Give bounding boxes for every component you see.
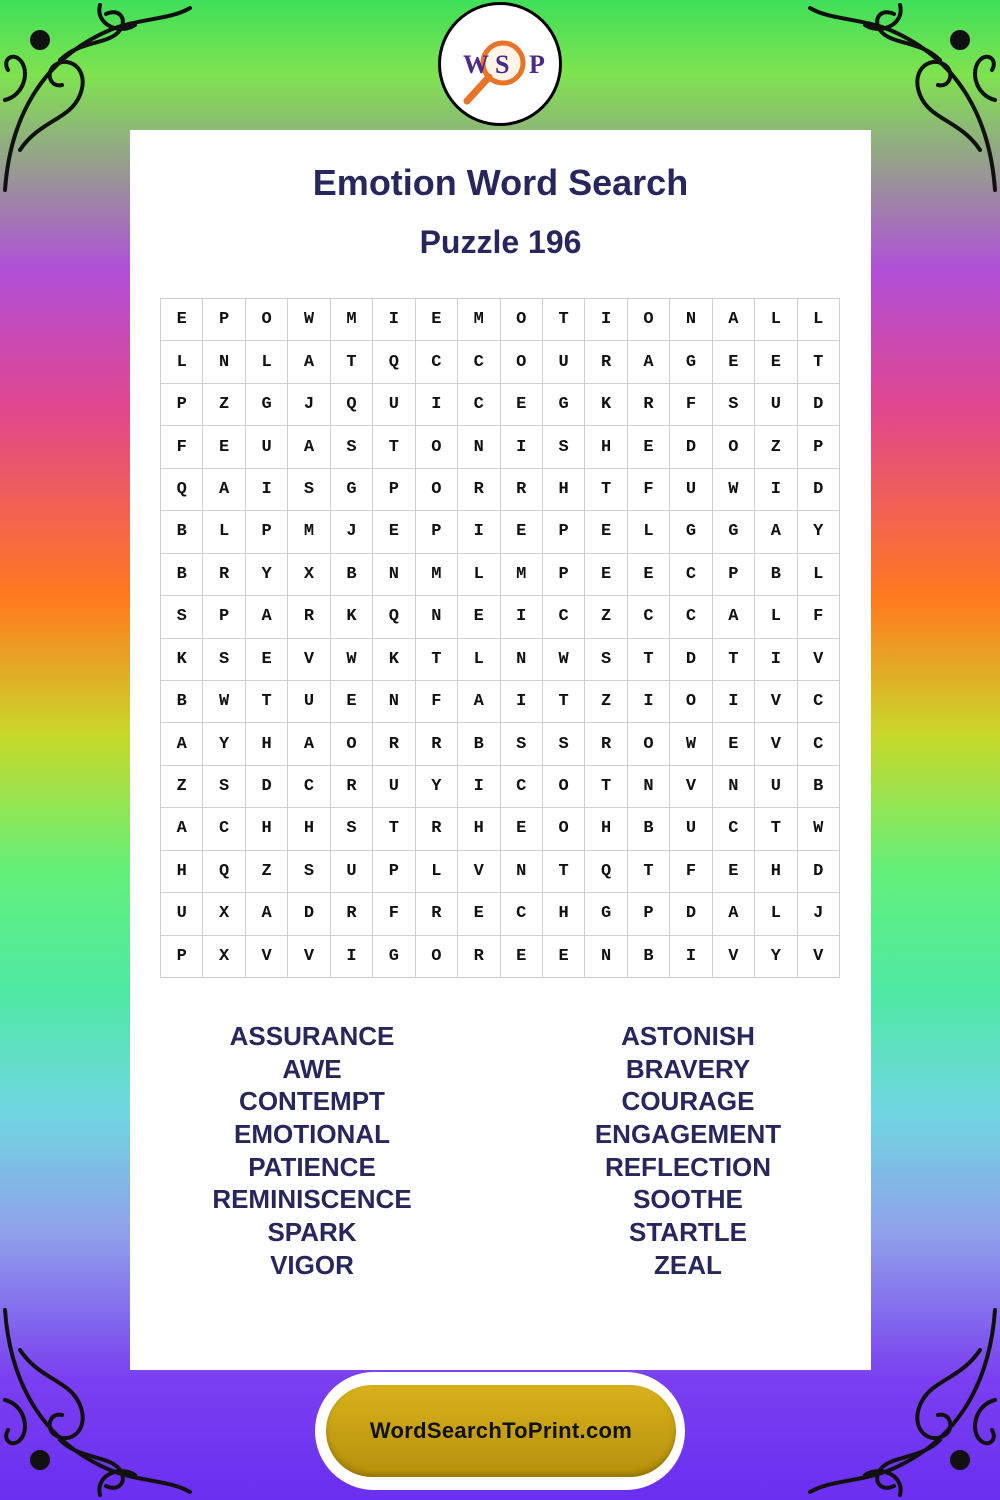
grid-cell: B (161, 511, 203, 553)
grid-cell: I (458, 766, 500, 808)
grid-cell: W (713, 469, 755, 511)
grid-cell: G (543, 384, 585, 426)
grid-cell: V (713, 936, 755, 978)
grid-cell: V (798, 639, 840, 681)
grid-cell: Z (161, 766, 203, 808)
grid-cell: B (458, 723, 500, 765)
grid-cell: E (416, 299, 458, 341)
grid-cell: K (331, 596, 373, 638)
grid-cell: W (798, 808, 840, 850)
grid-cell: A (458, 681, 500, 723)
word-list-item: REFLECTION (604, 1151, 772, 1182)
grid-cell: Z (585, 596, 627, 638)
grid-cell: T (246, 681, 288, 723)
grid-cell: I (755, 469, 797, 511)
word-list-item: ZEAL (654, 1249, 722, 1280)
grid-cell: P (713, 554, 755, 596)
grid-cell: C (458, 341, 500, 383)
grid-cell: P (161, 936, 203, 978)
word-list-item: BRAVERY (625, 1053, 751, 1084)
grid-cell: E (501, 511, 543, 553)
grid-cell: L (755, 299, 797, 341)
word-list-item: AWE (282, 1053, 342, 1084)
grid-cell: O (501, 299, 543, 341)
grid-cell: S (501, 723, 543, 765)
grid-cell: M (458, 299, 500, 341)
grid-cell: R (501, 469, 543, 511)
grid-cell: L (416, 851, 458, 893)
grid-cell: F (670, 851, 712, 893)
grid-cell: B (161, 681, 203, 723)
grid-cell: C (628, 596, 670, 638)
grid-cell: U (161, 893, 203, 935)
grid-cell: B (755, 554, 797, 596)
puzzle-number: Puzzle 196 (419, 224, 582, 260)
grid-cell: U (670, 469, 712, 511)
word-list-item: REMINISCENCE (212, 1184, 412, 1215)
grid-cell: M (288, 511, 330, 553)
grid-cell: R (458, 469, 500, 511)
grid-cell: T (628, 851, 670, 893)
word-list-left (162, 1020, 462, 1282)
grid-cell: P (203, 596, 245, 638)
grid-cell: G (713, 511, 755, 553)
grid-cell: E (628, 426, 670, 468)
grid-cell: P (543, 511, 585, 553)
grid-cell: A (288, 426, 330, 468)
grid-cell: S (288, 469, 330, 511)
grid-cell: U (373, 766, 415, 808)
grid-cell: Z (203, 384, 245, 426)
grid-cell: I (246, 469, 288, 511)
grid-cell: L (628, 511, 670, 553)
grid-cell: D (798, 469, 840, 511)
grid-cell: R (331, 766, 373, 808)
grid-cell: Z (585, 681, 627, 723)
grid-cell: I (670, 936, 712, 978)
grid-cell: L (798, 299, 840, 341)
grid-cell: J (331, 511, 373, 553)
grid-cell: C (670, 554, 712, 596)
grid-cell: F (798, 596, 840, 638)
grid-cell: R (416, 808, 458, 850)
grid-cell: D (670, 639, 712, 681)
grid-cell: T (798, 341, 840, 383)
grid-cell: M (416, 554, 458, 596)
grid-cell: L (161, 341, 203, 383)
grid-cell: V (288, 936, 330, 978)
grid-cell: A (288, 723, 330, 765)
grid-cell: U (288, 681, 330, 723)
logo-letter-s: S (495, 50, 510, 79)
grid-cell: E (203, 426, 245, 468)
grid-cell: I (501, 681, 543, 723)
word-list-item: STARTLE (629, 1217, 747, 1248)
grid-cell: E (713, 851, 755, 893)
word-list-item: ENGAGEMENT (594, 1119, 782, 1150)
grid-cell: A (755, 511, 797, 553)
grid-cell: G (373, 936, 415, 978)
grid-cell: R (331, 893, 373, 935)
grid-cell: F (373, 893, 415, 935)
grid-cell: J (798, 893, 840, 935)
grid-cell: R (288, 596, 330, 638)
grid-cell: S (585, 639, 627, 681)
grid-cell: H (458, 808, 500, 850)
grid-cell: R (373, 723, 415, 765)
grid-cell: R (458, 936, 500, 978)
grid-cell: G (670, 511, 712, 553)
grid-cell: O (246, 299, 288, 341)
grid-cell: C (416, 341, 458, 383)
grid-cell: E (755, 341, 797, 383)
grid-cell: E (161, 299, 203, 341)
grid-cell: Z (246, 851, 288, 893)
grid-cell: Q (585, 851, 627, 893)
grid-cell: O (543, 766, 585, 808)
grid-cell: U (373, 384, 415, 426)
grid-cell: T (585, 766, 627, 808)
grid-cell: D (798, 384, 840, 426)
grid-cell: O (416, 469, 458, 511)
grid-cell: W (670, 723, 712, 765)
word-list-item: COURAGE (621, 1086, 755, 1117)
grid-cell: O (713, 426, 755, 468)
grid-cell: L (798, 554, 840, 596)
grid-cell: E (543, 936, 585, 978)
grid-cell: L (458, 639, 500, 681)
grid-cell: Z (755, 426, 797, 468)
grid-cell: B (331, 554, 373, 596)
grid-cell: E (246, 639, 288, 681)
grid-cell: H (585, 426, 627, 468)
grid-cell: W (543, 639, 585, 681)
grid-cell: O (543, 808, 585, 850)
grid-cell: N (203, 341, 245, 383)
grid-cell: W (331, 639, 373, 681)
grid-cell: P (416, 511, 458, 553)
grid-cell: U (755, 384, 797, 426)
grid-cell: C (713, 808, 755, 850)
grid-cell: E (458, 596, 500, 638)
grid-cell: V (458, 851, 500, 893)
grid-cell: C (288, 766, 330, 808)
grid-cell: Y (416, 766, 458, 808)
grid-cell: S (203, 639, 245, 681)
grid-cell: V (288, 639, 330, 681)
grid-cell: E (501, 936, 543, 978)
grid-cell: F (628, 469, 670, 511)
grid-cell: O (670, 681, 712, 723)
grid-cell: A (203, 469, 245, 511)
grid-cell: A (246, 893, 288, 935)
grid-cell: T (628, 639, 670, 681)
word-list-item: SOOTHE (633, 1184, 743, 1215)
grid-cell: P (543, 554, 585, 596)
grid-cell: D (670, 426, 712, 468)
grid-cell: H (246, 723, 288, 765)
grid-cell: C (458, 384, 500, 426)
grid-cell: E (628, 554, 670, 596)
logo-letter-w: W (463, 50, 489, 79)
grid-cell: P (798, 426, 840, 468)
grid-cell: O (331, 723, 373, 765)
grid-cell: F (161, 426, 203, 468)
grid-cell: T (416, 639, 458, 681)
grid-cell: R (585, 341, 627, 383)
grid-cell: O (416, 936, 458, 978)
grid-cell: U (543, 341, 585, 383)
grid-cell: U (331, 851, 373, 893)
grid-cell: S (543, 723, 585, 765)
grid-cell: I (331, 936, 373, 978)
page-title: Emotion Word Search (312, 162, 689, 203)
grid-cell: E (501, 808, 543, 850)
grid-cell: E (585, 511, 627, 553)
grid-cell: Y (798, 511, 840, 553)
grid-cell: G (246, 384, 288, 426)
grid-cell: N (501, 639, 543, 681)
grid-cell: S (543, 426, 585, 468)
grid-cell: Q (203, 851, 245, 893)
grid-cell: D (670, 893, 712, 935)
grid-cell: L (755, 893, 797, 935)
grid-cell: V (798, 936, 840, 978)
grid-cell: L (246, 341, 288, 383)
grid-cell: N (585, 936, 627, 978)
grid-cell: A (713, 299, 755, 341)
grid-cell: D (288, 893, 330, 935)
letter-grid (160, 298, 840, 978)
grid-cell: N (628, 766, 670, 808)
footer-site-label: WordSearchToPrint.com (369, 1418, 633, 1443)
grid-cell: O (628, 723, 670, 765)
grid-cell: T (713, 639, 755, 681)
grid-cell: E (331, 681, 373, 723)
grid-cell: T (373, 808, 415, 850)
grid-cell: P (161, 384, 203, 426)
grid-cell: V (246, 936, 288, 978)
grid-cell: H (543, 469, 585, 511)
grid-cell: Q (373, 341, 415, 383)
grid-cell: D (246, 766, 288, 808)
grid-cell: P (246, 511, 288, 553)
grid-cell: Q (161, 469, 203, 511)
grid-cell: B (161, 554, 203, 596)
grid-cell: G (331, 469, 373, 511)
grid-cell: S (713, 384, 755, 426)
grid-cell: C (543, 596, 585, 638)
grid-cell: N (373, 681, 415, 723)
grid-cell: E (501, 384, 543, 426)
grid-cell: S (331, 808, 373, 850)
word-list-item: CONTEMPT (239, 1086, 385, 1117)
grid-cell: Q (331, 384, 373, 426)
grid-cell: M (501, 554, 543, 596)
grid-cell: T (585, 469, 627, 511)
grid-cell: A (288, 341, 330, 383)
grid-cell: L (458, 554, 500, 596)
grid-cell: R (585, 723, 627, 765)
grid-cell: O (416, 426, 458, 468)
grid-cell: N (501, 851, 543, 893)
grid-cell: A (161, 808, 203, 850)
grid-cell: R (416, 893, 458, 935)
grid-cell: H (585, 808, 627, 850)
grid-cell: V (670, 766, 712, 808)
grid-cell: F (670, 384, 712, 426)
grid-cell: R (416, 723, 458, 765)
grid-cell: O (628, 299, 670, 341)
grid-cell: G (585, 893, 627, 935)
grid-cell: L (203, 511, 245, 553)
grid-cell: R (628, 384, 670, 426)
grid-cell: S (288, 851, 330, 893)
word-list-item: ASSURANCE (229, 1021, 395, 1051)
grid-cell: I (585, 299, 627, 341)
grid-cell: B (628, 808, 670, 850)
grid-cell: C (501, 766, 543, 808)
grid-cell: R (203, 554, 245, 596)
grid-cell: I (628, 681, 670, 723)
grid-cell: I (458, 511, 500, 553)
grid-cell: J (288, 384, 330, 426)
grid-cell: N (416, 596, 458, 638)
grid-cell: E (713, 723, 755, 765)
grid-cell: H (246, 808, 288, 850)
grid-cell: A (628, 341, 670, 383)
grid-cell: A (246, 596, 288, 638)
word-list-right (538, 1020, 838, 1282)
grid-cell: U (670, 808, 712, 850)
grid-cell: E (585, 554, 627, 596)
grid-cell: B (628, 936, 670, 978)
grid-cell: T (543, 681, 585, 723)
grid-cell: C (798, 681, 840, 723)
grid-cell: K (373, 639, 415, 681)
grid-cell: I (373, 299, 415, 341)
grid-cell: P (628, 893, 670, 935)
grid-cell: N (713, 766, 755, 808)
grid-cell: P (373, 469, 415, 511)
grid-cell: H (755, 851, 797, 893)
grid-cell: L (755, 596, 797, 638)
grid-cell: X (203, 936, 245, 978)
grid-cell: N (670, 299, 712, 341)
grid-cell: N (458, 426, 500, 468)
grid-cell: E (713, 341, 755, 383)
grid-cell: N (373, 554, 415, 596)
grid-cell: I (713, 681, 755, 723)
grid-cell: Y (246, 554, 288, 596)
grid-cell: K (161, 639, 203, 681)
grid-cell: U (246, 426, 288, 468)
grid-cell: A (713, 596, 755, 638)
grid-cell: H (543, 893, 585, 935)
grid-cell: H (161, 851, 203, 893)
grid-cell: I (755, 639, 797, 681)
footer-site-button[interactable] (326, 1385, 676, 1477)
grid-cell: C (798, 723, 840, 765)
word-list-item: VIGOR (270, 1249, 354, 1280)
grid-cell: Y (755, 936, 797, 978)
grid-cell: E (458, 893, 500, 935)
grid-cell: I (501, 426, 543, 468)
grid-cell: P (203, 299, 245, 341)
grid-cell: T (543, 299, 585, 341)
grid-cell: V (755, 723, 797, 765)
grid-cell: S (161, 596, 203, 638)
grid-cell: D (798, 851, 840, 893)
grid-cell: X (203, 893, 245, 935)
grid-cell: M (331, 299, 373, 341)
grid-cell: B (798, 766, 840, 808)
grid-cell: Y (203, 723, 245, 765)
grid-cell: H (288, 808, 330, 850)
grid-cell: C (501, 893, 543, 935)
wsp-logo (438, 2, 562, 126)
grid-cell: S (331, 426, 373, 468)
word-list-item: EMOTIONAL (234, 1119, 390, 1150)
grid-cell: I (501, 596, 543, 638)
grid-cell: G (670, 341, 712, 383)
word-list-item: PATIENCE (248, 1151, 376, 1182)
grid-cell: C (203, 808, 245, 850)
grid-cell: C (670, 596, 712, 638)
grid-cell: T (755, 808, 797, 850)
grid-cell: W (203, 681, 245, 723)
grid-cell: T (543, 851, 585, 893)
grid-cell: S (203, 766, 245, 808)
grid-cell: T (331, 341, 373, 383)
grid-cell: K (585, 384, 627, 426)
grid-cell: A (713, 893, 755, 935)
word-list-item: SPARK (267, 1217, 357, 1248)
grid-cell: X (288, 554, 330, 596)
grid-cell: I (416, 384, 458, 426)
grid-cell: T (373, 426, 415, 468)
grid-cell: F (416, 681, 458, 723)
grid-cell: V (755, 681, 797, 723)
word-list-item: ASTONISH (621, 1021, 755, 1051)
grid-cell: E (373, 511, 415, 553)
grid-cell: O (501, 341, 543, 383)
grid-cell: U (755, 766, 797, 808)
grid-cell: W (288, 299, 330, 341)
logo-letter-p: P (529, 50, 545, 79)
grid-cell: A (161, 723, 203, 765)
grid-cell: P (373, 851, 415, 893)
grid-cell: Q (373, 596, 415, 638)
